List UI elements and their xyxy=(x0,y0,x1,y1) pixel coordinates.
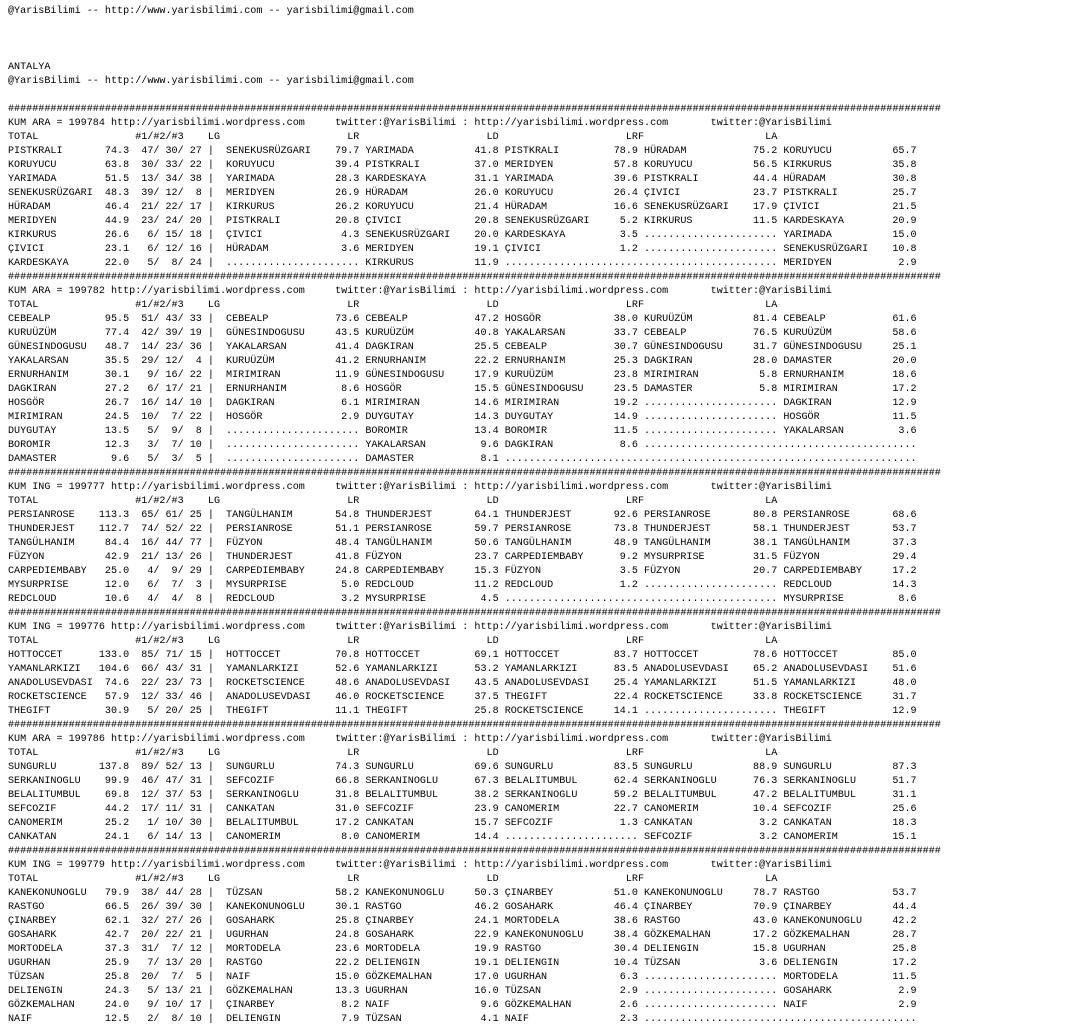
text-line: MIRIMIRAN 24.5 10/ 7/ 22 | HOSGÖR 2.9 DUYGUTAY 14.3 DUYGUTAY 14.9 ...................... HOSGÖR 11.5 xyxy=(8,412,917,423)
text-line: BOROMIR 12.3 3/ 7/ 10 | ...................... YAKALARSAN 9.6 DAGKIRAN 8.6 ............................................. xyxy=(8,440,917,451)
text-line: ########################################################################################################################################################## xyxy=(8,720,941,731)
text-line: THEGIFT 30.9 5/ 20/ 25 | THEGIFT 11.1 THEGIFT 25.8 ROCKETSCIENCE 14.1 ...................... THEGIFT 12.9 xyxy=(8,706,917,717)
text-line: REDCLOUD 10.6 4/ 4/ 8 | REDCLOUD 3.2 MYSURPRISE 4.5 ............................................. MYSURPRISE 8.6 xyxy=(8,594,917,605)
text-line: TOTAL #1/#2/#3 LG LR LD LRF LA xyxy=(8,496,778,507)
text-line: YARIMADA 51.5 13/ 34/ 38 | YARIMADA 28.3 KARDESKAYA 31.1 YARIMADA 39.6 PISTKRALI 44.4 HÜRADAM 30.8 xyxy=(8,174,917,185)
text-line: GÖZKEMALHAN 24.0 9/ 10/ 17 | ÇINARBEY 8.2 NAIF 9.6 GÖZKEMALHAN 2.6 ...................... NAIF 2.9 xyxy=(8,1000,917,1011)
text-line: GOSAHARK 42.7 20/ 22/ 21 | UGURHAN 24.8 GOSAHARK 22.9 KANEKONUNOGLU 38.4 GÖZKEMALHAN 17.2 GÖZKEMALHAN 28.7 xyxy=(8,930,917,941)
text-line: KUM ARA = 199784 http://yarisbilimi.wordpress.com twitter:@YarisBilimi : http://yarisbilimi.wordpress.com twitter:@YarisBilimi xyxy=(8,118,832,129)
text-line: KURUÜZÜM 77.4 42/ 39/ 19 | GÜNESINDOGUSU 43.5 KURUÜZÜM 40.8 YAKALARSAN 33.7 CEBEALP 76.5 KURUÜZÜM 58.6 xyxy=(8,328,917,339)
text-line: DAMASTER 9.6 5/ 3/ 5 | ...................... DAMASTER 8.1 .................................................................... xyxy=(8,454,917,465)
text-line: TOTAL #1/#2/#3 LG LR LD LRF LA xyxy=(8,300,778,311)
text-line: DAGKIRAN 27.2 6/ 17/ 21 | ERNURHANIM 8.6 HOSGÖR 15.5 GÜNESINDOGUSU 23.5 DAMASTER 5.8 MIRIMIRAN 17.2 xyxy=(8,384,917,395)
text-line: ANADOLUSEVDASI 74.6 22/ 23/ 73 | ROCKETSCIENCE 48.6 ANADOLUSEVDASI 43.5 ANADOLUSEVDASI 25.4 YAMANLARKIZI 51.5 YAMANLARKIZI 48.0 xyxy=(8,678,917,689)
text-line: ANTALYA xyxy=(8,62,51,73)
text-line: @YarisBilimi -- http://www.yarisbilimi.com -- yarisbilimi@gmail.com xyxy=(8,76,414,87)
text-line: TOTAL #1/#2/#3 LG LR LD LRF LA xyxy=(8,874,778,885)
text-line: DELIENGIN 24.3 5/ 13/ 21 | GÖZKEMALHAN 13.3 UGURHAN 16.0 TÜZSAN 2.9 ...................... GOSAHARK 2.9 xyxy=(8,986,917,997)
text-line: RASTGO 66.5 26/ 39/ 30 | KANEKONUNOGLU 30.1 RASTGO 46.2 GOSAHARK 46.4 ÇINARBEY 70.9 ÇINARBEY 44.4 xyxy=(8,902,917,913)
text-line: PISTKRALI 74.3 47/ 30/ 27 | SENEKUSRÜZGARI 79.7 YARIMADA 41.8 PISTKRALI 78.9 HÜRADAM 75.2 KORUYUCU 65.7 xyxy=(8,146,917,157)
text-line: ########################################################################################################################################################## xyxy=(8,846,941,857)
text-line: ERNURHANIM 30.1 9/ 16/ 22 | MIRIMIRAN 11.9 GÜNESINDOGUSU 17.9 KURUÜZÜM 23.8 MIRIMIRAN 5.8 ERNURHANIM 18.6 xyxy=(8,370,917,381)
text-line: ########################################################################################################################################################## xyxy=(8,272,941,283)
text-line: KORUYUCU 63.8 30/ 33/ 22 | KORUYUCU 39.4 PISTKRALI 37.0 MERIDYEN 57.8 KORUYUCU 56.5 KIRKURUS 35.8 xyxy=(8,160,917,171)
text-line: TOTAL #1/#2/#3 LG LR LD LRF LA xyxy=(8,132,778,143)
text-line: NAIF 12.5 2/ 8/ 10 | DELIENGIN 7.9 TÜZSAN 4.1 NAIF 2.3 ............................................. xyxy=(8,1014,917,1025)
text-line: HOTTOCCET 133.0 85/ 71/ 15 | HOTTOCCET 70.8 HOTTOCCET 69.1 HOTTOCCET 83.7 HOTTOCCET 78.6 HOTTOCCET 85.0 xyxy=(8,650,917,661)
text-line: HÜRADAM 46.4 21/ 22/ 17 | KIRKURUS 26.2 KORUYUCU 21.4 HÜRADAM 16.6 SENEKUSRÜZGARI 17.9 ÇIVICI 21.5 xyxy=(8,202,917,213)
text-line: CANOMERIM 25.2 1/ 10/ 30 | BELALITUMBUL 17.2 CANKATAN 15.7 SEFCOZIF 1.3 CANKATAN 3.2 CANKATAN 18.3 xyxy=(8,818,917,829)
text-line xyxy=(8,89,1080,103)
text-line: KUM ING = 199779 http://yarisbilimi.wordpress.com twitter:@YarisBilimi : http://yarisbilimi.wordpress.com twitter:@YarisBilimi xyxy=(8,860,832,871)
text-line: SEFCOZIF 44.2 17/ 11/ 31 | CANKATAN 31.0 SEFCOZIF 23.9 CANOMERIM 22.7 CANOMERIM 10.4 SEFCOZIF 25.6 xyxy=(8,804,917,815)
text-line: YAMANLARKIZI 104.6 66/ 43/ 31 | YAMANLARKIZI 52.6 YAMANLARKIZI 53.2 YAMANLARKIZI 83.5 ANADOLUSEVDASI 65.2 ANADOLUSEVDASI 51.6 xyxy=(8,664,917,675)
text-line: KUM ARA = 199782 http://yarisbilimi.wordpress.com twitter:@YarisBilimi : http://yarisbilimi.wordpress.com twitter:@YarisBilimi xyxy=(8,286,832,297)
text-line: THUNDERJEST 112.7 74/ 52/ 22 | PERSIANROSE 51.1 PERSIANROSE 59.7 PERSIANROSE 73.8 THUNDERJEST 58.1 THUNDERJEST 53.7 xyxy=(8,524,917,535)
text-line: KUM ARA = 199786 http://yarisbilimi.wordpress.com twitter:@YarisBilimi : http://yarisbilimi.wordpress.com twitter:@YarisBilimi xyxy=(8,734,832,745)
text-line: KARDESKAYA 22.0 5/ 8/ 24 | ...................... KIRKURUS 11.9 ............................................. MERIDYEN 2.9 xyxy=(8,258,917,269)
text-line: FÜZYON 42.9 21/ 13/ 26 | THUNDERJEST 41.8 FÜZYON 23.7 CARPEDIEMBABY 9.2 MYSURPRISE 31.5 FÜZYON 29.4 xyxy=(8,552,917,563)
text-line xyxy=(8,33,1080,47)
text-line: ########################################################################################################################################################## xyxy=(8,468,941,479)
text-line: KANEKONUNOGLU 79.9 38/ 44/ 28 | TÜZSAN 58.2 KANEKONUNOGLU 50.3 ÇINARBEY 51.0 KANEKONUNOGLU 78.7 RASTGO 53.7 xyxy=(8,888,917,899)
text-line: TOTAL #1/#2/#3 LG LR LD LRF LA xyxy=(8,636,778,647)
text-line: YAKALARSAN 35.5 29/ 12/ 4 | KURUÜZÜM 41.2 ERNURHANIM 22.2 ERNURHANIM 25.3 DAGKIRAN 28.0 DAMASTER 20.0 xyxy=(8,356,917,367)
text-line: TANGÜLHANIM 84.4 16/ 44/ 77 | FÜZYON 48.4 TANGÜLHANIM 50.6 TANGÜLHANIM 48.9 TANGÜLHANIM 38.1 TANGÜLHANIM 37.3 xyxy=(8,538,917,549)
text-line: KUM ING = 199776 http://yarisbilimi.wordpress.com twitter:@YarisBilimi : http://yarisbilimi.wordpress.com twitter:@YarisBilimi xyxy=(8,622,832,633)
text-line: HOSGÖR 26.7 16/ 14/ 10 | DAGKIRAN 6.1 MIRIMIRAN 14.6 MIRIMIRAN 19.2 ...................... DAGKIRAN 12.9 xyxy=(8,398,917,409)
text-line: MYSURPRISE 12.0 6/ 7/ 3 | MYSURPRISE 5.0 REDCLOUD 11.2 REDCLOUD 1.2 ...................... REDCLOUD 14.3 xyxy=(8,580,917,591)
text-line: MORTODELA 37.3 31/ 7/ 12 | MORTODELA 23.6 MORTODELA 19.9 RASTGO 30.4 DELIENGIN 15.8 UGURHAN 25.8 xyxy=(8,944,917,955)
text-line: CARPEDIEMBABY 25.0 4/ 9/ 29 | CARPEDIEMBABY 24.8 CARPEDIEMBABY 15.3 FÜZYON 3.5 FÜZYON 20.7 CARPEDIEMBABY 17.2 xyxy=(8,566,917,577)
text-line: ÇINARBEY 62.1 32/ 27/ 26 | GOSAHARK 25.8 ÇINARBEY 24.1 MORTODELA 38.6 RASTGO 43.0 KANEKONUNOGLU 42.2 xyxy=(8,916,917,927)
text-line: MERIDYEN 44.9 23/ 24/ 20 | PISTKRALI 20.8 ÇIVICI 20.8 SENEKUSRÜZGARI 5.2 KIRKURUS 11.5 KARDESKAYA 20.9 xyxy=(8,216,917,227)
text-line: ########################################################################################################################################################## xyxy=(8,608,941,619)
text-line: KIRKURUS 26.6 6/ 15/ 18 | ÇIVICI 4.3 SENEKUSRÜZGARI 20.0 KARDESKAYA 3.5 ...................... YARIMADA 15.0 xyxy=(8,230,917,241)
text-line: SERKANINOGLU 99.9 46/ 47/ 31 | SEFCOZIF 66.8 SERKANINOGLU 67.3 BELALITUMBUL 62.4 SERKANINOGLU 76.3 SERKANINOGLU 51.7 xyxy=(8,776,917,787)
text-line: @YarisBilimi -- http://www.yarisbilimi.com -- yarisbilimi@gmail.com xyxy=(8,6,414,17)
text-line: ÇIVICI 23.1 6/ 12/ 16 | HÜRADAM 3.6 MERIDYEN 19.1 ÇIVICI 1.2 ...................... SENEKUSRÜZGARI 10.8 xyxy=(8,244,917,255)
text-line: TOTAL #1/#2/#3 LG LR LD LRF LA xyxy=(8,748,778,759)
text-line: TÜZSAN 25.8 20/ 7/ 5 | NAIF 15.0 GÖZKEMALHAN 17.0 UGURHAN 6.3 ...................... MORTODELA 11.5 xyxy=(8,972,917,983)
text-line: DUYGUTAY 13.5 5/ 9/ 8 | ...................... BOROMIR 13.4 BOROMIR 11.5 ...................... YAKALARSAN 3.6 xyxy=(8,426,917,437)
text-line: CEBEALP 95.5 51/ 43/ 33 | CEBEALP 73.6 CEBEALP 47.2 HOSGÖR 38.0 KURUÜZÜM 81.4 CEBEALP 61.6 xyxy=(8,314,917,325)
text-line: ########################################################################################################################################################## xyxy=(8,104,941,115)
text-line: ROCKETSCIENCE 57.9 12/ 33/ 46 | ANADOLUSEVDASI 46.0 ROCKETSCIENCE 37.5 THEGIFT 22.4 ROCKETSCIENCE 33.8 ROCKETSCIENCE 31.7 xyxy=(8,692,917,703)
text-line: CANKATAN 24.1 6/ 14/ 13 | CANOMERIM 8.0 CANOMERIM 14.4 ...................... SEFCOZIF 3.2 CANOMERIM 15.1 xyxy=(8,832,917,843)
text-line: SUNGURLU 137.8 89/ 52/ 13 | SUNGURLU 74.3 SUNGURLU 69.6 SUNGURLU 83.5 SUNGURLU 88.9 SUNGURLU 87.3 xyxy=(8,762,917,773)
text-line xyxy=(8,47,1080,61)
text-line: GÜNESINDOGUSU 48.7 14/ 23/ 36 | YAKALARSAN 41.4 DAGKIRAN 25.5 CEBEALP 30.7 GÜNESINDOGUSU 31.7 GÜNESINDOGUSU 25.1 xyxy=(8,342,917,353)
text-line: UGURHAN 25.9 7/ 13/ 20 | RASTGO 22.2 DELIENGIN 19.1 DELIENGIN 10.4 TÜZSAN 3.6 DELIENGIN 17.2 xyxy=(8,958,917,969)
text-line: BELALITUMBUL 69.8 12/ 37/ 53 | SERKANINOGLU 31.8 BELALITUMBUL 38.2 SERKANINOGLU 59.2 BELALITUMBUL 47.2 BELALITUMBUL 31.1 xyxy=(8,790,917,801)
text-line: SENEKUSRÜZGARI 48.3 39/ 12/ 8 | MERIDYEN 26.9 HÜRADAM 26.0 KORUYUCU 26.4 ÇIVICI 23.7 PISTKRALI 25.7 xyxy=(8,188,917,199)
text-line: KUM ING = 199777 http://yarisbilimi.wordpress.com twitter:@YarisBilimi : http://yarisbilimi.wordpress.com twitter:@YarisBilimi xyxy=(8,482,832,493)
text-line xyxy=(8,19,1080,33)
text-line: PERSIANROSE 113.3 65/ 61/ 25 | TANGÜLHANIM 54.8 THUNDERJEST 64.1 THUNDERJEST 92.6 PERSIANROSE 80.8 PERSIANROSE 68.6 xyxy=(8,510,917,521)
